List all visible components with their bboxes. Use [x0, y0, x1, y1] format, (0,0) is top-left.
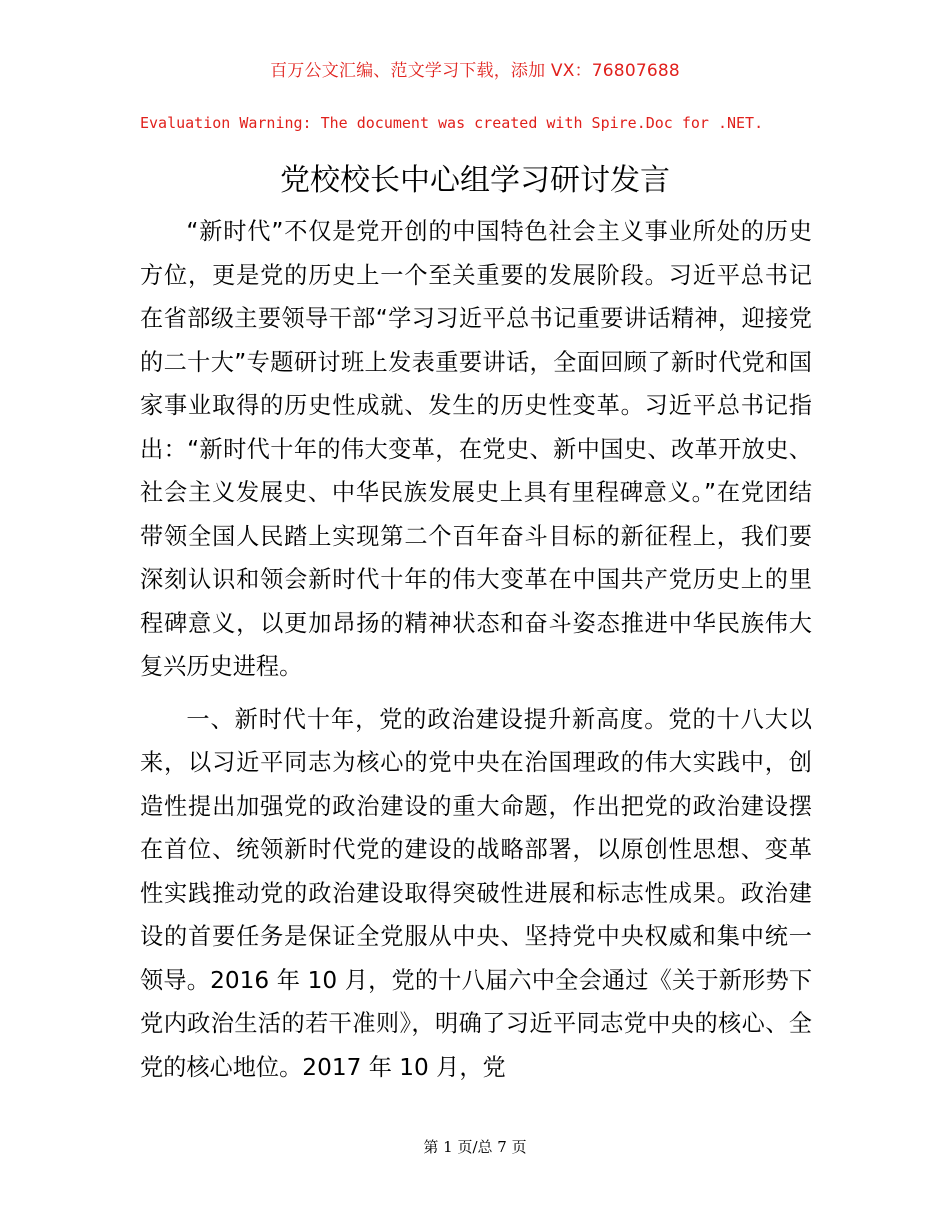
- evaluation-warning: Evaluation Warning: The document was created with Spire.Doc for .NET.: [140, 114, 764, 132]
- promo-header-banner: 百万公文汇编、范文学习下载，添加 VX：76807688: [270, 61, 680, 81]
- body-paragraph-1: “新时代”不仅是党开创的中国特色社会主义事业所处的历史方位，更是党的历史上一个至关重要的发展阶段。习近平总书记在省部级主要领导干部“学习习近平总书记重要讲话精神，迎接党的二十大”专题研讨班上发表重要讲话，全面回顾了新时代党和国家事业取得的历史性成就、发生的历史性变革。习近平总书记指出：“新时代十年的伟大变革，在党史、新中国史、改革开放史、社会主义发展史、中华民族发展史上具有里程碑意义。”在党团结带领全国人民踏上实现第二个百年奋斗目标的新征程上，我们要深刻认识和领会新时代十年的伟大变革在中国共产党历史上的里程碑意义，以更加昂扬的精神状态和奋斗姿态推进中华民族伟大复兴历史进程。: [140, 218, 812, 680]
- document-body: [140, 210, 812, 1089]
- document-title: 党校校长中心组学习研讨发言: [280, 163, 670, 198]
- page-number-footer: 第 1 页/总 7 页: [423, 1138, 527, 1156]
- body-paragraph-2: 一、新时代十年，党的政治建设提升新高度。党的十八大以来，以习近平同志为核心的党中央在治国理政的伟大实践中，创造性提出加强党的政治建设的重大命题，作出把党的政治建设摆在首位、统领新时代党的建设的战略部署，以原创性思想、变革性实践推动党的政治建设取得突破性进展和标志性成果。政治建设的首要任务是保证全党服从中央、坚持党中央权威和集中统一领导。2016 年 10 月，党的十八届六中全会通过《关于新形势下党内政治生活的若干准则》，明确了习近平同志党中央的核心、全党的核心地位。2017 年 10 月，党: [140, 705, 812, 1081]
